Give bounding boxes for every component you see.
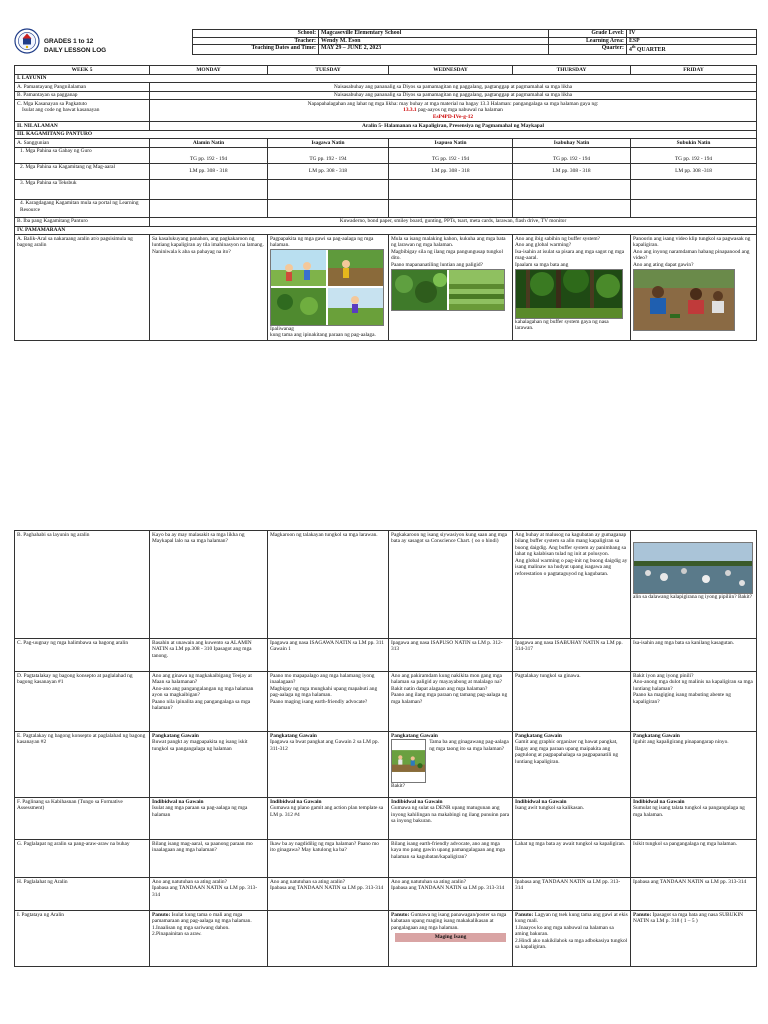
balik-aral-friday-text: Panoorin ang isang video klip tungkol sa pagwasak ng kapaligiran. Ano ang inyong naramdaman habang pinapanood ang video? Ano ang ating dapat gawin? [633, 235, 751, 268]
nilalaman-text: Aralin 5- Halamanan sa Kapaligiran, Presensiya ng Pagmamahal ng Maykapal [150, 122, 757, 131]
week-header: WEEK 5 [15, 66, 150, 75]
children-planting-photo [633, 269, 735, 331]
buffer-forest-photo [515, 269, 623, 319]
header-info-table [192, 29, 757, 55]
paglalapat-tuesday: Ikaw ba ay nagdidilig ng mga halaman? Paano mo ito ginagawa? May katulong ka ba? [268, 840, 389, 878]
balik-aral-wednesday-text: Mula sa isang malaking kahon, kukuha ang mga bata ng larawan ng mga halaman. Magbibigay sila ng ilang mga pangungusap tungkol dito. Paano mapananatiling luntian ang paligid? [391, 235, 506, 268]
row-label-paglalapat: G. Paglalapat ng aralin sa pang-araw-araw na buhay [15, 840, 150, 878]
row-label-sanggunian: A. Sanggunian [15, 139, 150, 148]
page-one [14, 28, 756, 341]
panuto-label: Panuto: [633, 911, 652, 918]
plant-care-illustrations [270, 249, 384, 326]
page-two [14, 530, 756, 967]
paglinang-wednesday [389, 798, 513, 840]
pag-uugnay-wednesday: Ipagawa ang nasa ISAPUSO NATIN sa LM p. 312-313 [389, 639, 513, 672]
tg-pages-monday: TG pp. 192 - 194 [150, 147, 268, 163]
kasanayan-code: EsP4PD-IVe-g-12 [432, 114, 474, 121]
day-header-row [15, 66, 757, 75]
panuto-label: Panuto: [391, 911, 410, 918]
pangkatang-gawain-heading: Pangkatang Gawain [152, 732, 199, 739]
subukin-natin-head: Subukin Natin [631, 139, 757, 148]
pagtataya-tuesday [268, 911, 389, 967]
quarter-label: Quarter: [549, 45, 627, 55]
alamin-natin-head: Alamin Natin [150, 139, 268, 148]
maging-isang-banner: Maging Isang [395, 933, 506, 942]
isagawa-natin-head: Isagawa Natin [268, 139, 389, 148]
row-label-paghahabi: B. Paghahabi sa layunin ng aralin [15, 531, 150, 639]
tg-pages-friday: TG pp. 192 - 194 [631, 147, 757, 163]
quarter-number: 4 [629, 47, 632, 54]
dates-value: MAY 29 – JUNE 2, 2023 [319, 45, 549, 55]
paglinang-wednesday-text: Gumawa ng sulat sa DENR upang matugunan ang inyong kahilingan na makabingi ng ilang punuinn para sa inyong bakuran. [391, 805, 510, 825]
balik-aral-thursday-note: kahalagahan ng buffer system gaya ng nasa larawan. [515, 318, 609, 332]
school-label: School: [193, 30, 319, 38]
paglalahat-friday: Ipabasa ang TANDAAN NATIN sa LM pp. 313-314 [631, 878, 757, 911]
paglalapat-wednesday: Bilang isang earth-friendly advocate, ano ang mga kaya mo pang gawin upang pamangalagaan ang mga halaman sa kagubatan/kapaligiran? [389, 840, 513, 878]
balik-aral-wednesday [389, 235, 513, 340]
wednesday-header: WEDNESDAY [389, 66, 513, 75]
paglalapat-friday: Isikit tungkol sa pangangalaga ng mga halaman. [631, 840, 757, 878]
paglalapat-monday: Bilang isang mag-aaral, sa paanong paraan mo inaalagaan ang mga halaman? [150, 840, 268, 878]
row-label-pagtatalakay-1: D. Pagtatalakay ng bagong konsepto at paglalahad ng bagong kasanayan #1 [15, 672, 150, 732]
area-label: Learning Area: [549, 37, 627, 45]
row-label-pag-uugnay: C. Pag-uugnay ng mga halimbawa sa bagong aralin [15, 639, 150, 672]
pangkatang-gawain-heading: Pangkatang Gawain [391, 732, 438, 739]
pangkatang-gawain-heading: Pangkatang Gawain [270, 732, 317, 739]
isabuhay-natin-head: Isabuhay Natin [513, 139, 631, 148]
balik-aral-thursday-text: Ano ang ibig sabihin ng buffer system? Ano ang global warming? Isa-isahin at isulat sa pisara ang mga sagot ng mga mag-aaral. Ipaalam sa mga bata ang [515, 235, 625, 268]
pagtatalakay-1-friday: Bakit iyon ang iyong pinili? Ano-anong mga dulot ng malinis na kapaligiran sa mga luntiang halaman? Paano ka magiging isang mabuting abente ng kapaligiran? [631, 672, 757, 732]
pagtalakay-2-wednesday-bakit: Bakit? [391, 783, 406, 790]
pamantayan-pagganap-text: Naisasabuhay ang pananalig sa Diyos sa pamamagitan ng paggalang, pagtanggap at pagmamahal sa mga likha [150, 91, 757, 100]
quarter-word: QUARTER [635, 47, 666, 54]
pamantayang-pangnilalaman-text: Naisasabuhay ang pananalig sa Diyos sa pamamagitan ng paggalang, pagtanggap at pagmamahal sa mga likha [150, 83, 757, 92]
paglinang-friday-text: Sumulat ng isang talata tungkol sa pangangalaga ng mga halaman. [633, 805, 745, 818]
pagtatalakay-1-monday: Ano ang ginawa ng magkakaibigang Teejay at Maan sa halamanan? Ano-ano ang pangangalangan ng mga halaman ayon sa magkaibigan? Paano nila ipinalita ang pangangalaga sa mga halaman? [150, 672, 268, 732]
paglalahat-tuesday: Ano ang natutuhan sa ating aralin? Ipabasa ang TANDAAN NATIN sa LM pp. 313-314 [268, 878, 389, 911]
row-label-teksbuk: 3. Mga Pahina sa Teksbuk [15, 179, 150, 199]
quarter-value [627, 45, 757, 55]
plants-photos [391, 269, 505, 311]
school-value: Magcaseville Elementary School [319, 30, 549, 38]
section-nilalaman: II. NILALAMAN [15, 122, 150, 131]
tg-pages-tuesday: TG pp. 192 - 194 [268, 147, 389, 163]
paglinang-tuesday [268, 798, 389, 840]
row-label-gabay-guro: 1. Mga Pahina sa Gabay ng Guro [15, 147, 150, 163]
pagtalakay-2-tuesday-text: Ipagawa sa bwat pangkat ang Gawain 2 sa LM pp. 311-312 [270, 739, 379, 752]
lm-pages-monday: LM pp. 308 - 318 [150, 163, 268, 179]
kasanayan-subtext: pag-aayos ng mga nabuwal na halaman [416, 107, 503, 114]
pag-uugnay-tuesday: Ipagawa ang nasa ISAGAWA NATIN sa LM pp. 311 Gawain 1 [268, 639, 389, 672]
paghahabi-thursday: Ang buhay at malusog na kagubatan ay gumaganap bilang buffer system sa alin mang kapaligiran sa buong daigdig. Ang buffer system ay panimbang sa lahat ng kalabisan tulad ng init at polusyon. Ang global warming o pag-init ng buong daigdig ay isang malinaw na hudyat upang isagawa ang reforestation o pagtataguyod ng kagubatan. [513, 531, 631, 639]
pagtataya-friday-text: Ipasagot sa mga bata ang nasa SUBUKIN NATIN sa LM p. 318 ( 1 – 5 ) [633, 911, 744, 925]
kasanayan-label-line1: C. Mga Kasanayan sa Pagkatuto [17, 100, 87, 107]
kasanayan-label-line2: Isulat ang code ng bawat kasanayan [22, 107, 100, 114]
logo-title [44, 38, 106, 55]
lesson-log-table-page2 [14, 530, 757, 967]
pagtalakay-2-thursday [513, 732, 631, 798]
lesson-log-table-page1 [14, 65, 757, 341]
row-label-kasanayan [15, 100, 150, 122]
paghahabi-tuesday: Magkaroon ng talakayan tungkol sa mga larawan. [268, 531, 389, 639]
balik-aral-monday: Sa kasalukuyang panahon, ang pagkakaroon ng luntiang kapaligiran ay tila imahinasyon na lamang. Naniniwala k aba sa pahayag na ito? [150, 235, 268, 340]
kasanayan-text: Napapahalagahan ang lahat ng mga likha: may buhay at mga material na bagay 13.3 Halaman: pangangalaga sa mga halaman gaya ng: [307, 100, 599, 107]
pag-uugnay-monday: Basahin at unawain ang kuwento sa ALAMIN NATIN sa LM pp.308 - 310 Ipasagot ang mga tanong. [150, 639, 268, 672]
teacher-label: Teacher: [193, 37, 319, 45]
section-layunin: I. LAYUNIN [15, 74, 757, 83]
row-label-learning-resource: 4. Karagdagang Kagamitan mula sa portal ng Learning Resource [15, 199, 150, 217]
grade-label: Grade Level: [549, 30, 627, 38]
paglalahat-thursday: Ipabasa ang TANDAAN NATIN sa LM pp. 313-314 [513, 878, 631, 911]
pagtalakay-2-friday-text: Iguhit ang kapaligirang pinapangarap ninyo. [633, 739, 729, 746]
pagtalakay-2-monday-text: Buwat pangkt ay magpapakita ng isang iskit tungkol sa pangangalaga ng halaman [152, 739, 248, 752]
document-header [14, 28, 756, 55]
pagtataya-wednesday [389, 911, 513, 967]
pagtatalakay-1-tuesday: Paano mo mapapalago ang mga halamang iyong inaalagaan? Magbigay ng mga mungkahi upang mapabuti ang pag-aalaga ng mga halaman. Paano maging isang earth-friendly advocate? [268, 672, 389, 732]
balik-aral-thursday [513, 235, 631, 340]
gardening-photo [391, 739, 426, 783]
indibidwal-gawain-heading: Indibidwal na Gawain [152, 798, 204, 805]
row-label-pamantayan-pagganap: B. Pamantayan sa pagganap [15, 91, 150, 100]
paghahabi-friday [631, 531, 757, 639]
indibidwal-gawain-heading: Indibidwal na Gawain [270, 798, 322, 805]
pagtalakay-2-wednesday [389, 732, 513, 798]
row-label-balik-aral: A. Balik-Aral sa nakaraang aralin at/o pagsisimula ng bagong aralin [15, 235, 150, 340]
pagtalakay-2-tuesday [268, 732, 389, 798]
paglinang-tuesday-text: Gumawa ng plano gamit ang action plan template sa LM p. 312 #4 [270, 805, 384, 818]
pagtataya-thursday [513, 911, 631, 967]
pagtatalakay-1-wednesday: Ano ang pakiramdam kung nakikita mon gang mga halaman sa paligid ay mayayabong at malalago na? Bakit natin dapat alagaan ang mga halaman? Paano ang ilang mga paraan ng tamang pag-aalaga ng mga halaman? [389, 672, 513, 732]
pagtalakay-2-friday [631, 732, 757, 798]
row-label-pagtataya: I. Pagtataya ng Aralin [15, 911, 150, 967]
paglinang-friday [631, 798, 757, 840]
paglalahat-wednesday: Ano ang natutuhan sa ating aralin? Ipabasa ang TANDAAN NATIN sa LM pp. 313-314 [389, 878, 513, 911]
indibidwal-gawain-heading: Indibidwal na Gawain [633, 798, 685, 805]
paglalapat-thursday: Lahat ng mga bata ay await tungkol sa kapaligiran. [513, 840, 631, 878]
row-label-iba-pang-kagamitan: B. Iba pang Kagamitang Panturo [15, 217, 150, 226]
thursday-header: THURSDAY [513, 66, 631, 75]
kasanayan-cell [150, 100, 757, 122]
section-kagamitang-panturo: III. KAGAMITANG PANTURO [15, 130, 757, 139]
friday-header: FRIDAY [631, 66, 757, 75]
lm-pages-tuesday: LM pp. 308 - 318 [268, 163, 389, 179]
pagtataya-wednesday-text: Gumawa ng isang panawagan/poster sa mga kabataan upang maging isang makakalikasan at pangalagaan ang mga halaman. [391, 911, 507, 931]
pagtataya-monday-text: Isulat kung tama o mali ang mga pamamaraan ang pag-aalaga ng mga halaman. 1.Inaalisan ng mga sariwang dahon. 2.Pinapainitan sa araw. [152, 911, 252, 938]
panuto-label: Panuto: [152, 911, 171, 918]
isapuso-natin-head: Isapuso Natin [389, 139, 513, 148]
paglinang-thursday [513, 798, 631, 840]
indibidwal-gawain-heading: Indibidwal na Gawain [515, 798, 567, 805]
grade-value: IV [627, 30, 757, 38]
section-pamamaraan: IV. PAMAMARAAN [15, 226, 757, 235]
kasanayan-number: 13.3.1 [403, 107, 417, 114]
lm-pages-friday: LM pp. 308 -318 [631, 163, 757, 179]
iba-pang-kagamitan-text: Kuwaderno, bond paper, smiley board, gunting, PPTs, tsart, meta cards, larawan, flash drive, TV monitor [150, 217, 757, 226]
lm-pages-wednesday: LM pp. 308 - 318 [389, 163, 513, 179]
lm-pages-thursday: LM pp. 308 - 318 [513, 163, 631, 179]
area-value: ESP [627, 37, 757, 45]
balik-aral-friday [631, 235, 757, 340]
tuesday-header: TUESDAY [268, 66, 389, 75]
logo-line-grades: GRADES 1 to 12 [44, 38, 94, 45]
polluted-river-photo [633, 542, 753, 594]
pagtatalakay-1-thursday: Pagtalakay tungkol sa ginawa. [513, 672, 631, 732]
paglinang-monday [150, 798, 268, 840]
pagtalakay-2-monday [150, 732, 268, 798]
tg-pages-wednesday: TG pp. 192 - 194 [389, 147, 513, 163]
pag-uugnay-friday: Isa-isahin ang mga bata sa kanilang kasagutan. [631, 639, 757, 672]
balik-aral-tuesday-text: Pagpapakita ng mga gawi sa pag-aalaga ng mga halaman. [270, 235, 374, 249]
deped-seal-icon [14, 28, 40, 54]
dates-label: Teaching Dates and Time: [193, 45, 319, 55]
paghahabi-monday: Kayo ba ay may malasakit sa mga likha ng Maykapal lalo na sa mga halaman? [150, 531, 268, 639]
quarter-suffix: th [631, 44, 636, 50]
row-label-pagtalakay-2: E. Pagtalakay ng bagong konsepto at paglalahad ng bagong kasanayan #2 [15, 732, 150, 798]
pagtalakay-2-wednesday-question: Tama ba ang ginagawang pag-aalaga ng mga taong ito sa mga halaman? [429, 739, 509, 752]
tg-pages-thursday: TG pp. 192 - 194 [513, 147, 631, 163]
pagtataya-thursday-text: Lagyan ng tsek kung tama ang gawi at ekis kung mali. 1.Inaayos ko ang mga nabuwal na halaman sa aming bakuran. 2.Hindi ako nakikilahok sa mga adbokasiya tungkol sa kapaligiran. [515, 911, 628, 951]
pangkatang-gawain-heading: Pangkatang Gawain [633, 732, 680, 739]
panuto-label: Panuto: [515, 911, 534, 918]
paghahabi-friday-text: alin sa dalawang kalapigirana ng iyong pipiliin? Bakit? [633, 593, 753, 600]
paghahabi-wednesday: Pagkakaroon ng isang siywasiyon kung saan ang mga bata ay sasagot sa Conscience Chart. ( oo o hindi) [389, 531, 513, 639]
teacher-value: Wendy M. Eson [319, 37, 549, 45]
balik-aral-tuesday [268, 235, 389, 340]
paglinang-monday-text: Isulat ang mga paraan sa pag-aalaga ng mga halaman [152, 805, 248, 818]
pag-uugnay-thursday: Ipagawa ang nasa ISABUHAY NATIN sa LM pp. 314-317 [513, 639, 631, 672]
paglalahat-monday: Ano ang natutuhan sa ating aralin? Ipabasa ang TANDAAN NATIN sa LM pp. 313-314 [150, 878, 268, 911]
paglinang-thursday-text: Isang awit tungkol sa kalikasan. [515, 805, 585, 812]
monday-header: MONDAY [150, 66, 268, 75]
pangkatang-gawain-heading: Pangkatang Gawain [515, 732, 562, 739]
row-label-kagamitang-mag-aaral: 2. Mga Pahina sa Kagamitang ng Mag-aaral [15, 163, 150, 179]
row-label-paglalahat: H. Paglalahat ng Aralin [15, 878, 150, 911]
logo-line-dll: DAILY LESSON LOG [44, 46, 107, 54]
balik-aral-tuesday-note: Ipaliwanag kung tama ang ipinakitang paraan ng pag-aalaga. [270, 325, 376, 339]
pagtalakay-2-thursday-text: Gamit ang graphic organizer ng bawat pangkat, Ilagay ang mga paraan upang maipakita ang pagtulong at pagpapahalaga sa pagpapanatili ng luntiang kapaligiran. [515, 739, 619, 765]
row-label-pamantayang-pangnilalaman: A. Pamantayang Pangnilalaman [15, 83, 150, 92]
pagtataya-monday [150, 911, 268, 967]
indibidwal-gawain-heading: Indibidwal na Gawain [391, 798, 443, 805]
pagtataya-friday [631, 911, 757, 967]
row-label-paglinang: F. Paglinang sa Kabihasnan (Tungo sa Formative Assessment) [15, 798, 150, 840]
